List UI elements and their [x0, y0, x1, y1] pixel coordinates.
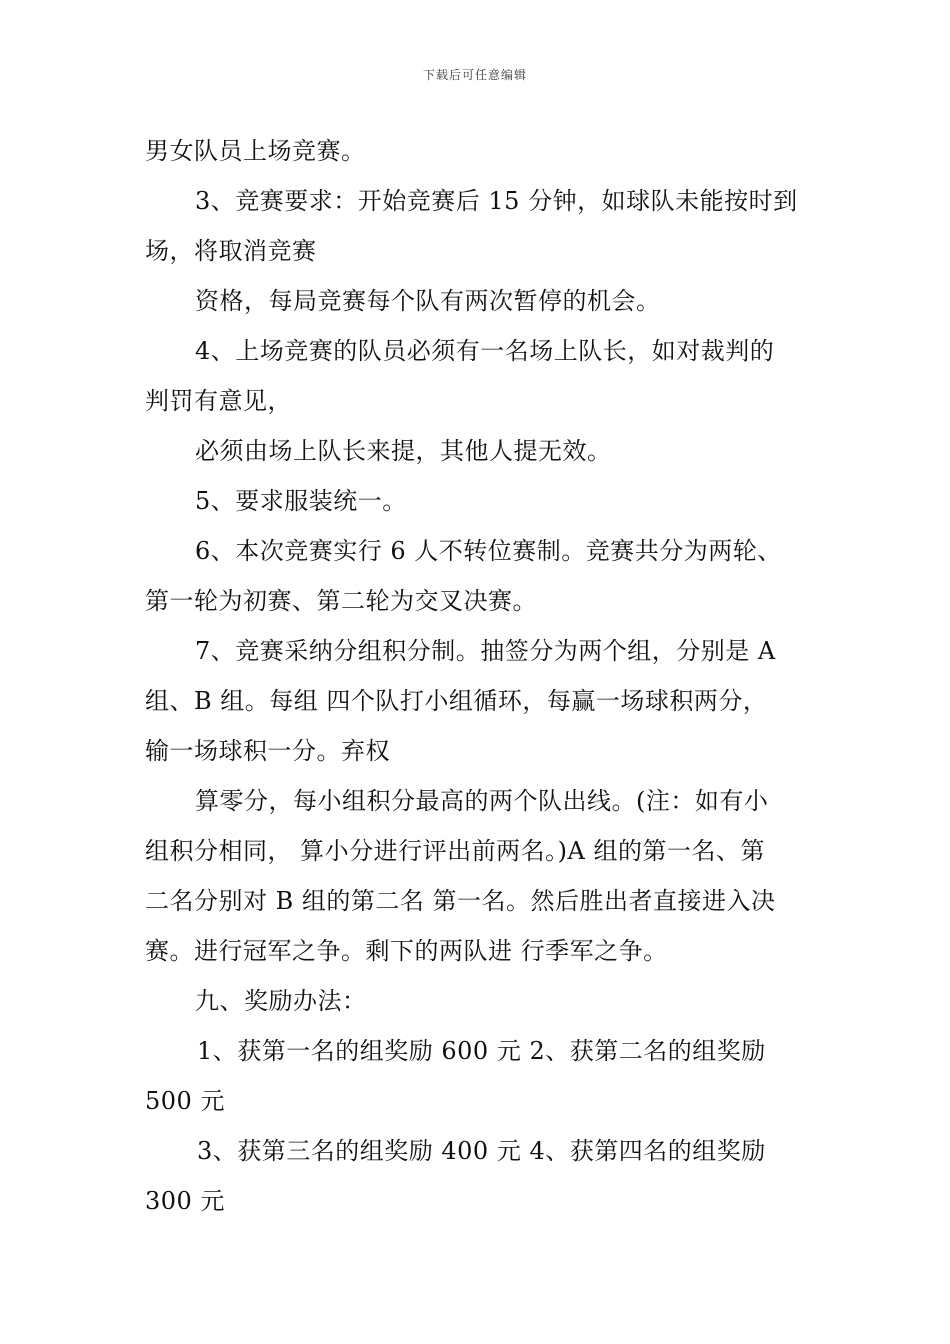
- paragraph-line: 资格，每局竞赛每个队有两次暂停的机会。: [195, 287, 661, 315]
- page-header: 下载后可任意编辑: [422, 68, 527, 82]
- paragraph-line: 3、获第三名的组奖励 400 元 4、获第四名的组奖励: [197, 1137, 766, 1165]
- paragraph-line: 7、竞赛采纳分组积分制。抽签分为两个组，分别是 A: [195, 637, 776, 665]
- paragraph-line: 组、B 组。每组 四个队打小组循环，每赢一场球积两分，: [145, 687, 768, 715]
- paragraph-line: 输一场球积一分。弃权: [145, 737, 390, 765]
- paragraph-line: 4、上场竞赛的队员必须有一名场上队长，如对裁判的: [195, 337, 775, 365]
- paragraph-line: 第一轮为初赛、第二轮为交叉决赛。: [145, 587, 537, 615]
- paragraph-line: 5、要求服装统一。: [195, 487, 407, 515]
- paragraph-line: 男女队员上场竞赛。: [145, 137, 366, 165]
- paragraph-line: 算零分，每小组积分最高的两个队出线。(注：如有小: [195, 787, 769, 815]
- paragraph-line: 3、竞赛要求：开始竞赛后 15 分钟，如球队未能按时到: [195, 187, 798, 215]
- paragraph-line: 场，将取消竞赛: [145, 237, 317, 265]
- document-body: [145, 126, 815, 1226]
- paragraph-line: 1、获第一名的组奖励 600 元 2、获第二名的组奖励: [197, 1037, 766, 1065]
- section-heading: 九、奖励办法：: [195, 987, 367, 1015]
- paragraph-line: 300 元: [145, 1187, 225, 1215]
- paragraph-line: 赛。进行冠军之争。剩下的两队进 行季军之争。: [145, 937, 668, 965]
- paragraph-line: 组积分相同， 算小分进行评出前两名。)A 组的第一名、第: [145, 837, 765, 865]
- paragraph-line: 判罚有意见，: [145, 387, 292, 415]
- paragraph-line: 6、本次竞赛实行 6 人不转位赛制。竞赛共分为两轮、: [195, 537, 782, 565]
- paragraph-line: 必须由场上队长来提，其他人提无效。: [195, 437, 612, 465]
- paragraph-line: 二名分别对 B 组的第二名 第一名。然后胜出者直接进入决: [145, 887, 776, 915]
- paragraph-line: 500 元: [145, 1087, 225, 1115]
